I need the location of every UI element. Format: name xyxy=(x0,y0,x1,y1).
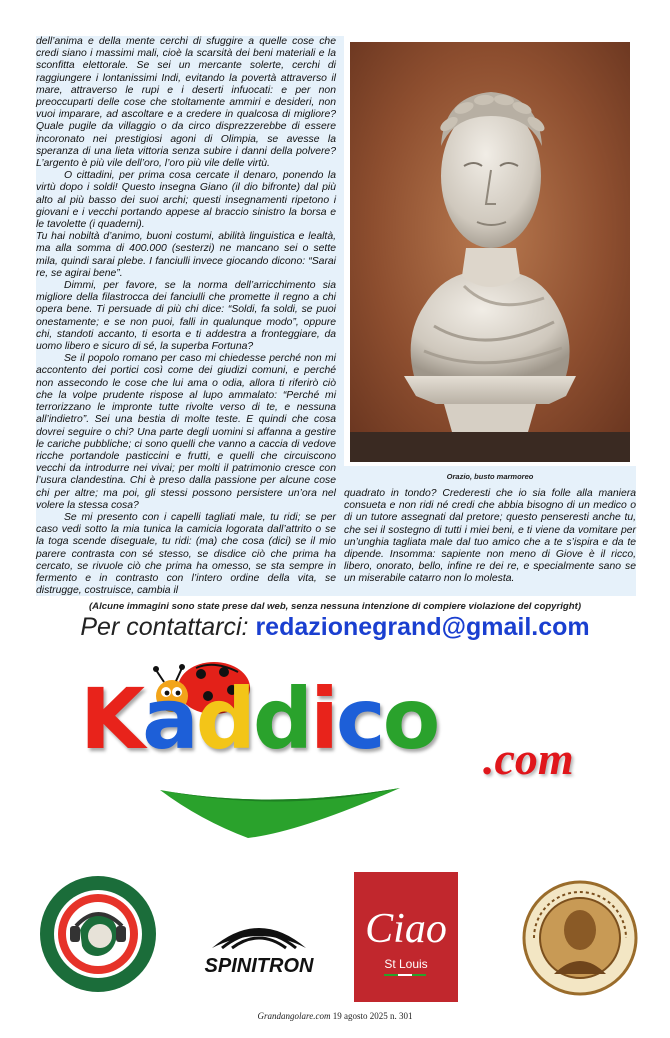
copyright-disclaimer: (Alcune immagini sono state prese dal web, senza nessuna intenzione di compiere violazione del copyright) xyxy=(88,601,582,612)
kaddico-letter: i xyxy=(310,670,336,768)
bust-photo xyxy=(344,36,636,481)
radio-italia-cleveland-logo[interactable] xyxy=(36,872,160,996)
kaddico-letter: K xyxy=(80,670,143,768)
spinitron-logo[interactable] xyxy=(194,908,324,978)
ciao-subtext: St Louis xyxy=(384,957,428,971)
swoosh-icon xyxy=(160,780,400,840)
horace-bust-image xyxy=(344,36,636,466)
sponsor-logos xyxy=(0,872,670,1002)
article-paragraph: Se il popolo romano per caso mi chiedesse perché non mi accontento dei portici così come dei giudizi comuni, e perché non assecondo le cose che lui ama o odia, allora ti riferirò ciò che la volpe prudente rispose al lupo ammalato: “Perché mi terrorizzano le impronte tutte rivolte verso di te, e nessuna all’indietro”. Sei una bestia di molte teste. E quindi che cosa dovrei seguire o chi? Una parte degli uomini si affanna a gestire le cariche pubbliche; ci sono quelli che vanno a caccia di vedove ricche portandole pasticcini e frutti, e quelli che circuiscono vecchi da introdurre nei vivai; per molti il patrimonio cresce con l’usura clandestina. Chi è preso dalla passione per alcune cose chi per altre; ma poi, gli stessi possono persistere un’ora nel volere la stessa cosa? xyxy=(36,353,336,511)
article-paragraph: Se mi presento con i capelli tagliati male, tu ridi; se per caso vedi sotto la mia tunica la camicia logorata dall’attrito o se la toga scende diseguale, tu ridi: (ma) che cosa (dici) se il mio parere contrasta con sé stesso, se disdice ciò che prima ha cercato, se rivuole ciò che prima ha omesso, se sta sempre in fermento e in contrasto con l’intero ordine della vita, se distrugge, costruisce, cambia il xyxy=(36,511,336,597)
kaddico-logo[interactable] xyxy=(80,650,600,850)
kaddico-letter: c xyxy=(335,670,383,768)
kaddico-letter: d xyxy=(252,670,311,768)
kaddico-suffix: .com xyxy=(483,733,574,784)
article-paragraph: Tu hai nobiltà d’animo, buoni costumi, abilità linguistica e lealtà, ma alla somma di 400.000 (sesterzi) ne mancano sei o sette mila, quindi sarai plebe. I fanciulli invece giocando dicono: “Sarai re, se agirai bene”. xyxy=(36,231,336,279)
kaddico-word xyxy=(80,670,437,768)
article-panel xyxy=(36,36,636,596)
article-right-column xyxy=(344,488,636,586)
photo-caption: Orazio, busto marmoreo xyxy=(446,472,534,481)
spinitron-text: SPINITRON xyxy=(204,955,314,977)
ciao-text: Ciao xyxy=(365,906,447,952)
columbus-award-logo[interactable] xyxy=(520,878,640,998)
article-left-column xyxy=(36,36,336,597)
article-paragraph: quadrato in tondo? Crederesti che io sia folle alla maniera consueta e non ridi né credi che abbia bisogno di un medico o di un tutore assegnati dal pretore; questo penseresti anche tu, che sei il sostegno di tutti i miei beni, e ti viene da vomitare per un’unghia tagliata male dal tuo amico che a te s’ispira e da te dipende. Insomma: sapiente non meno di Giove è il ricco, libero, onorato, bello, infine re dei re, e specialmente sano se un miserabile catarro non lo molesta. xyxy=(344,488,636,585)
footer xyxy=(0,1011,670,1021)
footer-date: 19 agosto 2025 n. 301 xyxy=(332,1011,413,1021)
kaddico-letter: d xyxy=(195,670,253,768)
contact-label: Per contattarci: xyxy=(80,613,249,641)
kaddico-letter: o xyxy=(382,670,438,768)
ciao-st-louis-logo[interactable] xyxy=(354,872,458,1002)
contact-line xyxy=(0,613,670,642)
contact-email-link[interactable]: redazionegrand@gmail.com xyxy=(255,613,590,641)
article-paragraph: O cittadini, per prima cosa cercate il denaro, ponendo la virtù dopo i soldi! Questo insegna Giano (il dio bifronte) dal più alto al più basso dei suoi archi; questi insegnamenti ripetono i giovani e i vecchi portando appese al braccio sinistro la borsa e le tavolette (i quaderni). xyxy=(36,170,336,231)
article-paragraph: Dimmi, per favore, se la norma dell’arricchimento sia migliore della filastrocca dei fanciulli che promette il regno a chi opera bene. Ti persuade di più chi dice: “Soldi, fa soldi, se puoi onestamente; e se non puoi, falli in qualunque modo”, oppure chi, standoti accanto, ti esorta e ti addestra a fronteggiare, da uomo libero e sicuro di sé, la superba Fortuna? xyxy=(36,280,336,353)
kaddico-letter: a xyxy=(142,670,196,768)
article-paragraph: dell’anima e della mente cerchi di sfuggire a quelle cose che credi siano i massimi mali, cioè la scarsità dei beni materiali e la sconfitta elettorale. Se sei un mercante solerte, cerchi di raggiungere i lontanissimi Indi, evitando la povertà attraverso il mare, attraverso le rupi e i deserti infuocati: e per non preoccuparti delle cose che stoltamente ammiri e desideri, non vuoi imparare, ad ascoltare e a credere in qualcosa di migliore? Quale pugile da villaggio o da circo disprezzerebbe di essere incoronato nei prestigiosi agoni di Olimpia, se avesse la speranza di una lieta vittoria senza subire i danni della polvere? L’argento è più vile dell’oro, l’oro più vile delle virtù. xyxy=(36,36,336,170)
footer-site[interactable]: Grandangolare.com xyxy=(257,1011,331,1021)
